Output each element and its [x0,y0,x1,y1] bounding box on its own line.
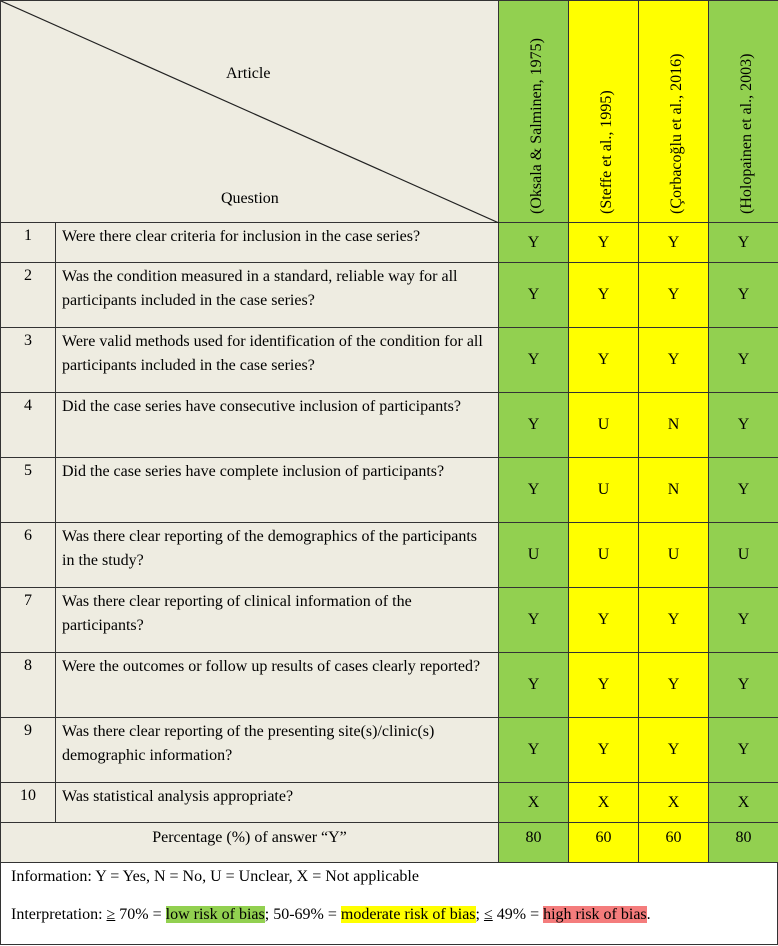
percentage-value: 80 [709,823,778,863]
low-threshold: 70% = [115,906,166,923]
answer-cell: Y [709,653,778,718]
question-number: 3 [1,328,56,393]
answer-cell: X [499,783,569,823]
answer-cell: Y [499,588,569,653]
answer-cell: Y [709,458,778,523]
answer-cell: Y [569,718,639,783]
sep: ; [475,906,484,923]
answer-cell: X [569,783,639,823]
answer-cell: Y [639,653,709,718]
answer-cell: Y [639,328,709,393]
article-name: (Çorbacoğlu et al., 2016) [667,53,685,214]
high-risk-label: high risk of bias [543,906,647,923]
question-text: Was there clear reporting of clinical information of the participants? [56,588,499,653]
question-text: Were valid methods used for identification of the condition for all participants included in the case series? [56,328,499,393]
information-legend: Information: Y = Yes, N = No, U = Unclear, X = Not applicable [11,868,419,885]
answer-cell: Y [569,653,639,718]
answer-cell: Y [709,263,778,328]
percentage-value: 60 [569,823,639,863]
question-text: Was there clear reporting of the presenting site(s)/clinic(s) demographic information? [56,718,499,783]
question-text: Was the condition measured in a standard, reliable way for all participants included in the case series? [56,263,499,328]
answer-cell: Y [499,458,569,523]
table-row [1,263,778,328]
answer-cell: Y [499,718,569,783]
table-row [1,223,778,263]
header-corner-cell [1,1,499,223]
ge-symbol: ≥ [106,906,116,923]
answer-cell: Y [569,223,639,263]
answer-cell: Y [499,393,569,458]
question-text: Were the outcomes or follow up results of cases clearly reported? [56,653,499,718]
table-row [1,523,778,588]
article-name: (Steffe et al., 1995) [597,90,615,214]
question-label: Question [221,190,279,207]
answer-cell: Y [709,393,778,458]
answer-cell: Y [639,263,709,328]
answer-cell: Y [499,263,569,328]
article-label: Article [226,65,271,82]
moderate-risk-label: moderate risk of bias [340,906,476,923]
article-header [709,1,778,223]
answer-cell: Y [499,653,569,718]
mid-threshold: ; 50-69% = [264,906,341,923]
percentage-value: 60 [639,823,709,863]
answer-cell: N [639,458,709,523]
table-row [1,718,778,783]
question-text: Was statistical analysis appropriate? [56,783,499,823]
question-number: 1 [1,223,56,263]
le-symbol: ≤ [483,906,493,923]
article-header [499,1,569,223]
question-number: 7 [1,588,56,653]
answer-cell: Y [639,588,709,653]
answer-cell: U [569,393,639,458]
answer-cell: Y [569,328,639,393]
answer-cell: U [499,523,569,588]
answer-cell: Y [639,718,709,783]
question-text: Was there clear reporting of the demographics of the participants in the study? [56,523,499,588]
table-row [1,458,778,523]
percentage-value: 80 [499,823,569,863]
question-text: Did the case series have complete inclusion of participants? [56,458,499,523]
answer-cell: U [569,458,639,523]
answer-cell: Y [499,328,569,393]
table-row [1,588,778,653]
answer-cell: N [639,393,709,458]
question-text: Were there clear criteria for inclusion in the case series? [56,223,499,263]
answer-cell: X [709,783,778,823]
table-row [1,783,778,823]
answer-cell: U [569,523,639,588]
question-number: 6 [1,523,56,588]
answer-cell: Y [569,588,639,653]
question-number: 4 [1,393,56,458]
question-number: 9 [1,718,56,783]
answer-cell: X [639,783,709,823]
table-footer [0,862,778,945]
question-number: 2 [1,263,56,328]
percentage-label: Percentage (%) of answer “Y” [1,823,499,863]
article-header [569,1,639,223]
table-row [1,393,778,458]
interpretation-legend [11,906,651,924]
question-number: 10 [1,783,56,823]
answer-cell: Y [499,223,569,263]
question-number: 5 [1,458,56,523]
article-name: (Holopainen et al., 2003) [737,53,755,214]
question-number: 8 [1,653,56,718]
answer-cell: Y [709,718,778,783]
answer-cell: Y [709,328,778,393]
question-text: Did the case series have consecutive inclusion of participants? [56,393,499,458]
answer-cell: U [639,523,709,588]
table-row [1,328,778,393]
article-name: (Oksala & Salminen, 1975) [527,38,545,214]
answer-cell: U [709,523,778,588]
answer-cell: Y [639,223,709,263]
high-threshold: 49% = [492,906,544,923]
table-row [1,653,778,718]
end: . [646,906,651,923]
answer-cell: Y [569,263,639,328]
article-header [639,1,709,223]
answer-cell: Y [709,588,778,653]
answer-cell: Y [709,223,778,263]
low-risk-label: low risk of bias [165,906,265,923]
interp-prefix: Interpretation: [11,906,107,923]
